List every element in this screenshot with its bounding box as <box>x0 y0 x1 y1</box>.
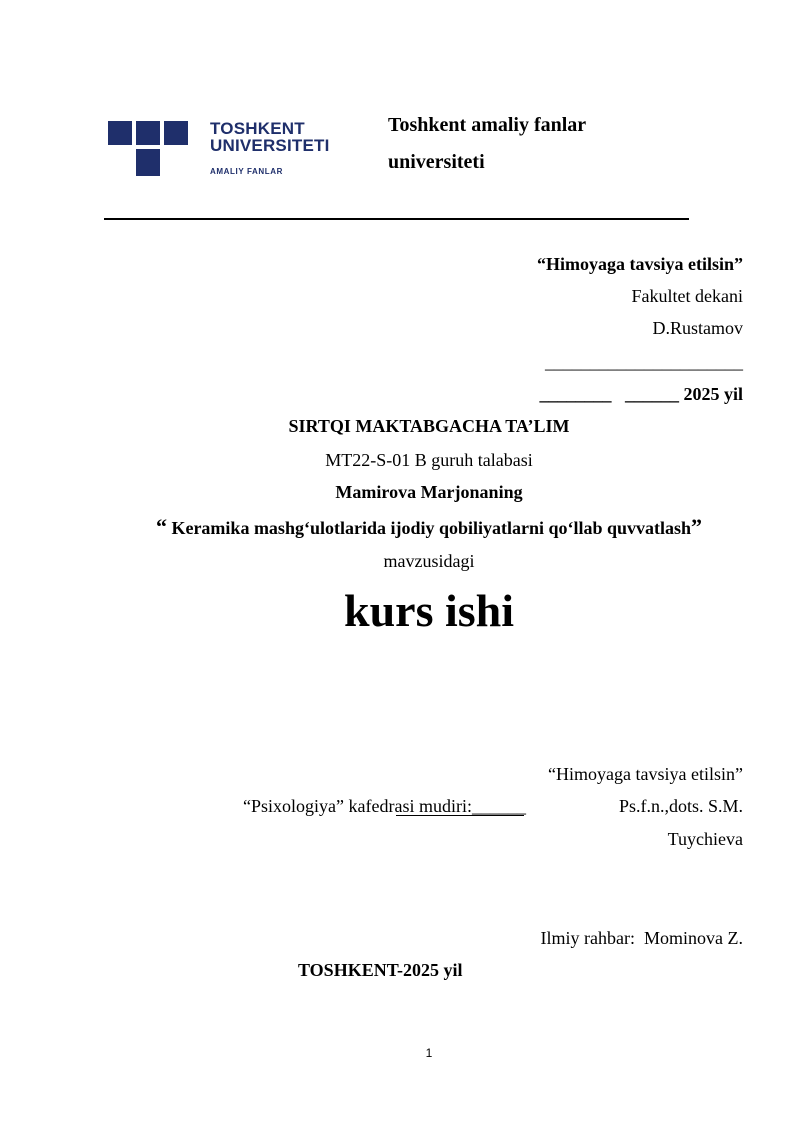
approval-top-signature-line: ______________________ <box>545 352 743 372</box>
date-blank-day: ________ <box>539 384 612 404</box>
topic-suffix: mavzusidagi <box>383 551 475 571</box>
supervisor-line <box>541 928 743 949</box>
approval-top-title: “Himoyaga tavsiya etilsin” <box>537 254 743 274</box>
department-head-title: Ps.f.n.,dots. S.M. <box>618 796 743 816</box>
approval-top-name: D.Rustamov <box>652 318 743 338</box>
faculty-name: SIRTQI MAKTABGACHA TA’LIM <box>288 416 570 436</box>
department-signature-blank: ______ <box>471 796 526 816</box>
approval-top-date <box>539 384 743 405</box>
city-year: TOSHKENT-2025 yil <box>298 960 463 980</box>
logo-text-line3: AMALIY FANLAR <box>210 167 283 176</box>
supervisor-label: Ilmiy rahbar: <box>540 928 635 948</box>
approval-top-position: Fakultet dekani <box>631 286 743 306</box>
university-logo <box>106 118 346 180</box>
university-name-line1: Toshkent amaliy fanlar <box>388 114 587 136</box>
department-head-name: Tuychieva <box>667 829 743 849</box>
course-work-topic <box>0 514 800 540</box>
university-name-line2: universiteti <box>388 151 485 173</box>
department-head-label <box>243 796 526 817</box>
approval-bottom-title: “Himoyaga tavsiya etilsin” <box>548 764 743 784</box>
topic-quote-open: “ <box>155 514 167 539</box>
page-number: 1 <box>425 1046 433 1060</box>
logo-text-line1: TOSHKENT <box>210 119 305 138</box>
logo-mark-icon <box>106 118 188 178</box>
document-type-title: kurs ishi <box>343 585 515 636</box>
student-group: MT22-S-01 B guruh talabasi <box>325 450 533 470</box>
signature-underline <box>396 815 524 816</box>
header-divider <box>104 218 689 220</box>
department-name: “Psixologiya” kafedrasi mudiri: <box>243 796 472 816</box>
date-year: 2025 yil <box>683 384 743 404</box>
topic-quote-close: ” <box>691 514 703 539</box>
date-blank-month: ______ <box>624 384 679 404</box>
logo-text-line2: UNIVERSITETI <box>210 136 330 155</box>
student-name: Mamirova Marjonaning <box>335 482 523 502</box>
topic-text: Keramika mashg‘ulotlarida ijodiy qobiliyatlarni qo‘llab quvvatlash <box>166 518 692 538</box>
supervisor-name: Mominova Z. <box>644 928 743 948</box>
